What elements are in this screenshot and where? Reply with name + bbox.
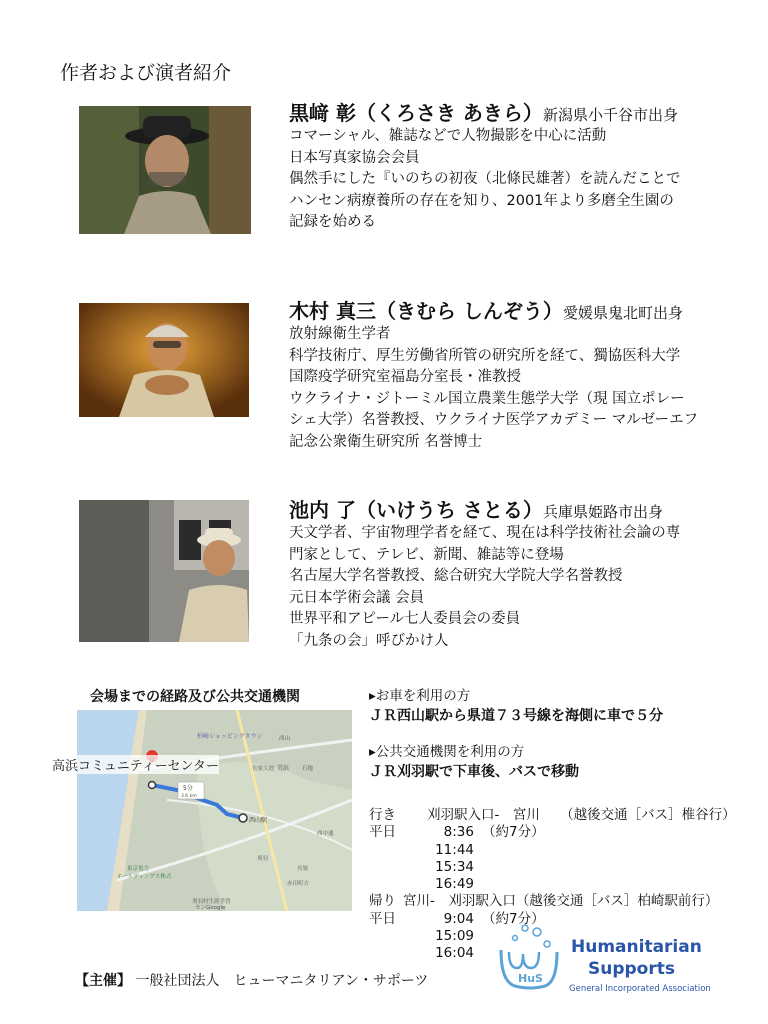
map-small-label: 石地 <box>302 766 314 772</box>
organizer-name: 一般社団法人 ヒューマニタリアン・サポーツ <box>135 973 429 989</box>
page-heading: 作者および演者紹介 <box>60 62 232 84</box>
outbound-duration: （約7分） <box>482 824 545 841</box>
logo-text-line2: Supports <box>588 959 675 979</box>
profile-name: 池内 了（いけうち さとる） <box>289 498 543 522</box>
profile-line: ハンセン病療養所の存在を知り、2001年より多磨全生園の <box>289 192 674 209</box>
inbound-time: 15:09 <box>435 928 474 945</box>
portrait-photo-kimura <box>79 303 249 417</box>
transit-detail: ＪＲ刈羽駅で下車後、バスで移動 <box>369 764 579 780</box>
profile-line: 世界平和アピール七人委員会の委員 <box>289 611 521 627</box>
outbound-label: 行き <box>369 807 396 823</box>
profile-line: 記録を始める <box>289 214 376 230</box>
route-map[interactable] <box>77 710 352 911</box>
map-small-label: 柏崎ショッピングタウン <box>197 733 263 740</box>
portrait-photo-kurosaki <box>79 106 251 234</box>
profile-kurosaki <box>289 97 749 234</box>
organizer-label: 【主催】 <box>75 973 131 989</box>
inbound-day: 平日 <box>369 910 396 927</box>
map-small-label: 赤田町方 <box>287 881 310 887</box>
venue-label: 高浜コミュニティーセンター <box>52 755 219 774</box>
profile-line: 元日本学術会議 会員 <box>289 589 425 606</box>
profile-ikeuchi <box>289 494 749 652</box>
schedule-row <box>369 876 736 893</box>
profile-name: 黒﨑 彰（くろさき あきら） <box>289 101 543 125</box>
profile-line: 国際疫学研究室福島分室長・准教授 <box>289 369 521 385</box>
logo-text-line3: General Incorporated Association <box>569 984 711 994</box>
organizer-footer <box>75 970 428 990</box>
schedule-row <box>369 807 736 824</box>
map-small-label: 東京電力 <box>127 866 150 872</box>
profile-line: 名古屋大学名誉教授、総合研究大学院大学名誉教授 <box>289 568 623 584</box>
map-small-label: 長嶺大池 <box>252 766 275 772</box>
map-small-label: 5分 <box>183 785 193 792</box>
outbound-time: 15:34 <box>435 858 474 875</box>
inbound-route: 宮川- 刈羽駅入口（越後交通［バス］柏崎駅前行） <box>403 893 719 910</box>
map-small-label: 西中通 <box>317 831 334 837</box>
profile-line: 偶然手にした『いのちの初夜（北條民雄著）を読んだことで <box>289 171 681 187</box>
outbound-time: 16:49 <box>435 876 474 893</box>
schedule-row <box>369 893 736 910</box>
schedule-row <box>369 824 736 841</box>
humanitarian-supports-logo <box>495 922 720 997</box>
hus-logo-mark-icon <box>495 922 565 994</box>
profile-name: 木村 真三（きむら しんぞう） <box>289 299 563 323</box>
profile-origin: 兵庫県姫路市出身 <box>542 503 663 521</box>
map-small-label: 刈羽 <box>257 856 269 862</box>
outbound-day: 平日 <box>369 824 396 841</box>
profile-line: ウクライナ・ジトーミル国立農業生態学大学（現 国立ポレー <box>289 390 685 407</box>
profile-line: 天文学者、宇宙物理学者を経て、現在は科学技術社会論の専 <box>289 525 681 541</box>
map-small-label: 3.6 km <box>181 794 197 799</box>
car-heading: ▸お車を利用の方 <box>369 688 471 704</box>
profile-line: 放射線衛生学者 <box>289 326 391 342</box>
map-small-label: センGoogle <box>195 905 226 911</box>
map-small-label: 長嶺 <box>297 866 309 872</box>
map-small-label: 西山 <box>279 736 291 742</box>
profile-line: コマーシャル、雑誌などで人物撮影を中心に活動 <box>289 128 607 144</box>
schedule-row <box>369 859 736 876</box>
logo-text-line1: Humanitarian <box>571 937 702 957</box>
map-title: 会場までの経路及び公共交通機関 <box>90 689 300 705</box>
inbound-label: 帰り <box>369 893 396 910</box>
profile-line: 日本写真家協会会員 <box>289 149 420 166</box>
schedule-row <box>369 842 736 859</box>
profile-origin: 新潟県小千谷市出身 <box>542 106 678 124</box>
profile-line: 科学技術庁、厚生労働省所管の研究所を経て、獨協医科大学 <box>289 347 681 364</box>
outbound-time: 8:36 <box>443 824 474 841</box>
map-small-label: 荒浜 <box>277 765 290 772</box>
transit-heading: ▸公共交通機関を利用の方 <box>369 744 525 760</box>
profile-kimura <box>289 295 749 453</box>
profile-line: 「九条の会」呼びかけ人 <box>289 632 449 649</box>
profile-line: 門家として、テレビ、新聞、雑誌等に登場 <box>289 546 564 563</box>
portrait-photo-ikeuchi <box>79 500 249 642</box>
map-small-label: 西山駅 <box>249 817 268 824</box>
car-detail: ＪＲ西山駅から県道７３号線を海側に車で５分 <box>369 708 663 724</box>
svg-text:HuS: HuS <box>518 972 543 985</box>
outbound-route: 刈羽駅入口- 宮川 （越後交通［バス］椎谷行） <box>427 807 736 823</box>
inbound-time: 16:04 <box>435 945 474 962</box>
inbound-duration: （約7分） <box>482 910 545 927</box>
profile-line: 記念公衆衛生研究所 名誉博士 <box>289 433 483 450</box>
profile-origin: 愛媛県鬼北町出身 <box>562 304 683 322</box>
outbound-time: 11:44 <box>435 841 474 858</box>
inbound-time: 9:04 <box>443 910 474 927</box>
access-info <box>369 686 663 782</box>
map-small-label: 刈羽村生涯学習 <box>192 899 231 905</box>
map-small-label: ホールディングス株式 <box>117 874 172 880</box>
profile-line: シェ大学）名誉教授、ウクライナ医学アカデミー マルゼーエフ <box>289 412 699 428</box>
